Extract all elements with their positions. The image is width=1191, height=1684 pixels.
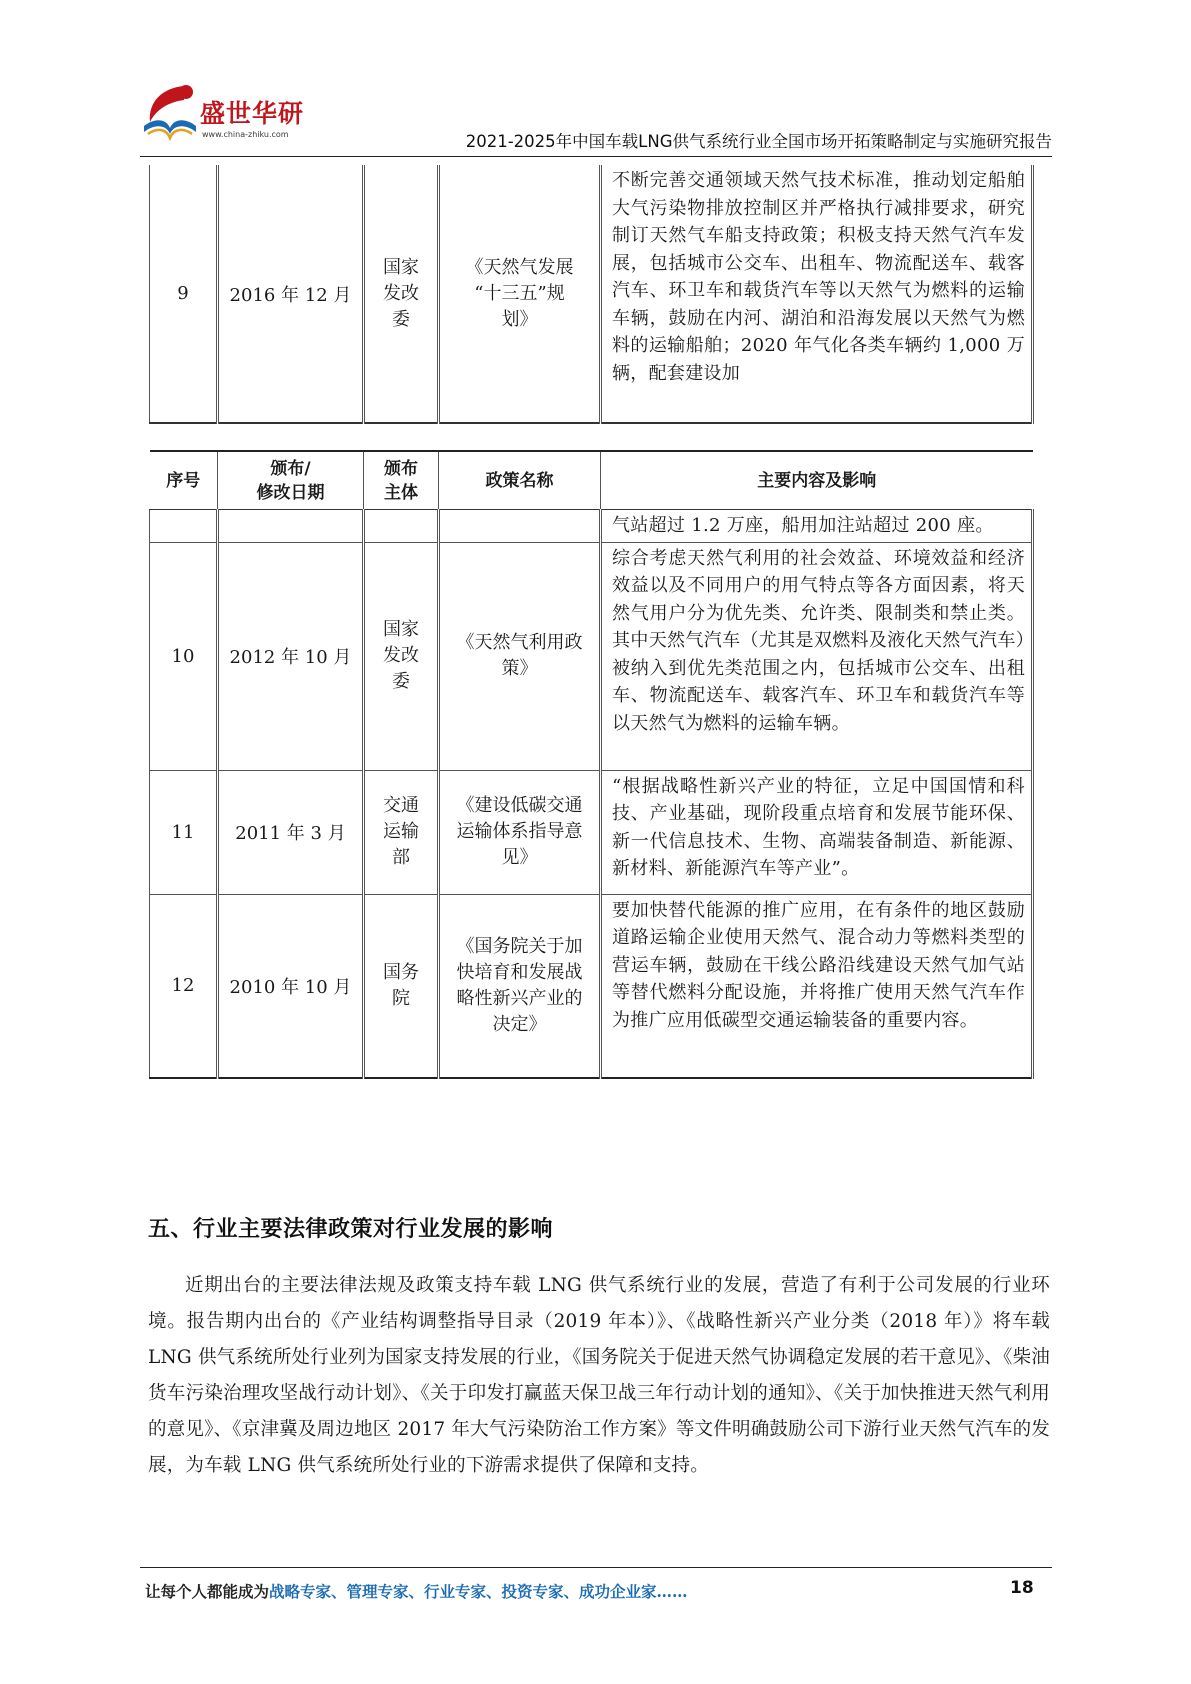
cell-empty: [364, 510, 439, 543]
footer-slogan: [145, 1580, 688, 1602]
table-header-row: [150, 451, 1033, 510]
cell-date: 2016 年 12 月: [218, 165, 364, 423]
cell-content: 综合考虑天然气利用的社会效益、环境效益和经济效益以及不同用户的用气特点等各方面因素，将天然气用户分为优先类、允许类、限制类和禁止类。其中天然气汽车（尤其是双燃料及液化天然气汽车）被纳入到优先类范围之内，包括城市公交车、出租车、物流配送车、载客汽车、环卫车和载货汽车等以天然气为燃料的运输车辆。: [601, 542, 1033, 770]
logo-emblem-icon: [140, 80, 200, 144]
page-number: 18: [1010, 1578, 1034, 1598]
table-row: [150, 894, 1033, 1078]
cell-date: 2012 年 10 月: [218, 542, 364, 770]
cell-no: 10: [150, 542, 218, 770]
slogan-highlight: 战略专家、管理专家、行业专家、投资专家、成功企业家……: [269, 1582, 688, 1601]
table-row: [150, 165, 1033, 423]
header-date: 颁布/ 修改日期: [218, 451, 364, 510]
cell-continuation: 气站超过 1.2 万座，船用加注站超过 200 座。: [601, 510, 1033, 543]
cell-issuer: 交通 运输 部: [364, 770, 439, 894]
cell-issuer: 国家 发改 委: [364, 542, 439, 770]
cell-no: 9: [150, 165, 218, 423]
cell-issuer: 国家 发改 委: [364, 165, 439, 423]
cell-content: “根据战略性新兴产业的特征，立足中国国情和科技、产业基础，现阶段重点培育和发展节能环保、新一代信息技术、生物、高端装备制造、新能源、新材料、新能源汽车等产业”。: [601, 770, 1033, 894]
logo-text: 盛世华研: [200, 99, 305, 128]
cell-empty: [150, 510, 218, 543]
cell-content: 要加快替代能源的推广应用，在有条件的地区鼓励道路运输企业使用天然气、混合动力等燃料类型的营运车辆，鼓励在干线公路沿线建设天然气加气站等替代燃料分配设施，并将推广使用天然气汽车作为推广应用低碳型交通运输装备的重要内容。: [601, 894, 1033, 1078]
cell-issuer: 国务 院: [364, 894, 439, 1078]
header-divider: [140, 156, 1052, 157]
cell-content: 不断完善交通领域天然气技术标准，推动划定船舶大气污染物排放控制区并严格执行减排要求，研究制订天然气车船支持政策；积极支持天然气汽车发展，包括城市公交车、出租车、物流配送车、载客汽车、环卫车和载货汽车等以天然气为燃料的运输车辆，鼓励在内河、湖泊和沿海发展以天然气为燃料的运输船舶；2020 年气化各类车辆约 1,000 万辆，配套建设加: [601, 165, 1033, 423]
table-row: [150, 542, 1033, 770]
cell-no: 12: [150, 894, 218, 1078]
body-paragraph: 近期出台的主要法律法规及政策支持车载 LNG 供气系统行业的发展，营造了有利于公司发展的行业环境。报告期内出台的《产业结构调整指导目录（2019 年本）》、《战略性新兴产业分类（2018 年）》将车载 LNG 供气系统所处行业列为国家支持发展的行业，《国务院关于促进天然气协调稳定发展的若干意见》、《柴油货车污染治理攻坚战行动计划》、《关于印发打赢蓝天保卫战三年行动计划的通知》、《关于加快推进天然气利用的意见》、《京津冀及周边地区 2017 年大气污染防治工作方案》等文件明确鼓励公司下游行业天然气汽车的发展，为车载 LNG 供气系统所处行业的下游需求提供了保障和支持。: [148, 1275, 1050, 1476]
page-header: [140, 80, 1052, 156]
cell-empty: [439, 510, 601, 543]
policy-table: [149, 450, 1034, 1079]
policy-table-continued: [149, 165, 1034, 424]
cell-policy: 《天然气利用政 策》: [439, 542, 601, 770]
cell-date: 2010 年 10 月: [218, 894, 364, 1078]
company-logo: [140, 80, 340, 150]
logo-url: www.china-zhiku.com: [202, 130, 289, 139]
cell-policy: 《天然气发展 “十三五”规 划》: [439, 165, 601, 423]
slogan-prefix: 让每个人都能成为: [145, 1582, 270, 1601]
cell-policy: 《建设低碳交通 运输体系指导意 见》: [439, 770, 601, 894]
header-policy: 政策名称: [439, 451, 601, 510]
cell-no: 11: [150, 770, 218, 894]
report-title: 2021-2025年中国车载LNG供气系统行业全国市场开拓策略制定与实施研究报告: [465, 132, 1052, 151]
header-no: 序号: [150, 451, 218, 510]
table-row: [150, 770, 1033, 894]
cell-policy: 《国务院关于加 快培育和发展战 略性新兴产业的 决定》: [439, 894, 601, 1078]
section-heading: 五、行业主要法律政策对行业发展的影响: [148, 1217, 554, 1242]
header-content: 主要内容及影响: [601, 451, 1033, 510]
cell-date: 2011 年 3 月: [218, 770, 364, 894]
header-issuer: 颁布 主体: [364, 451, 439, 510]
footer-divider: [140, 1567, 1052, 1568]
table-row: [150, 510, 1033, 543]
cell-empty: [218, 510, 364, 543]
